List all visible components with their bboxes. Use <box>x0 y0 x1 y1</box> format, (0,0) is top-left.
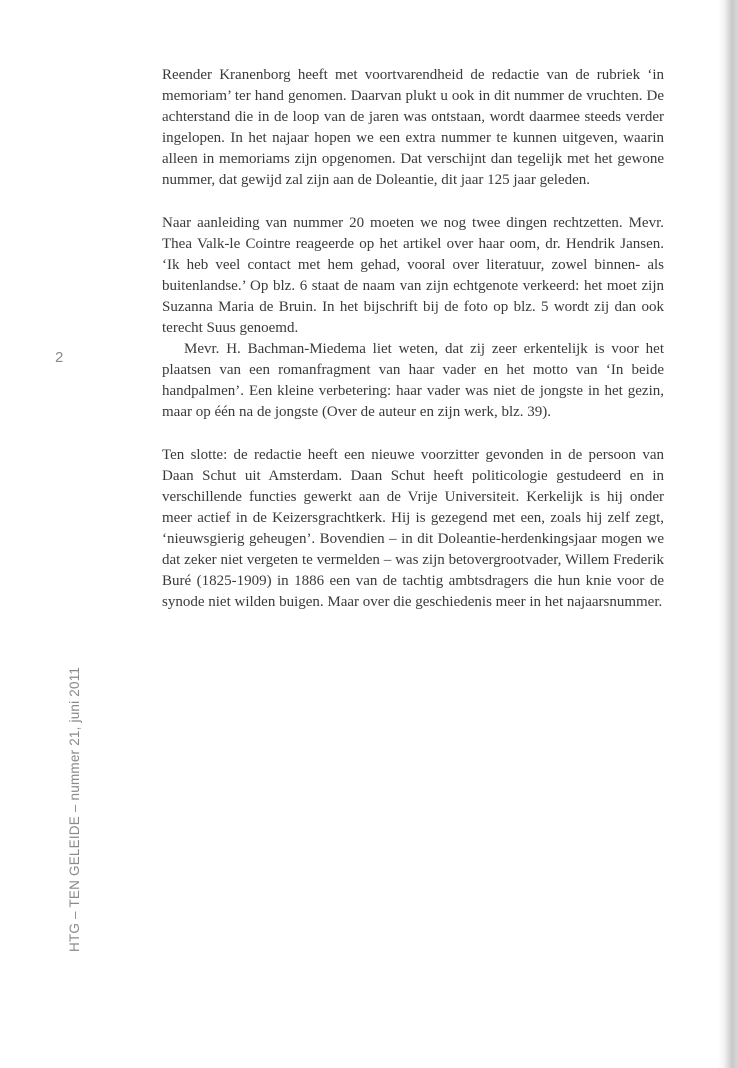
paragraph-rubriek-in-memoriam: Reender Kranenborg heeft met voortvarendheid de redactie van de rubriek ‘in memoriam’ ter hand genomen. Daarvan plukt u ook in dit nummer de vruchten. De achterstand die in de loop van de jaren was ontstaan, wordt daarmee steeds verder ingelopen. In het najaar hopen we een extra nummer te kunnen uitgeven, waarin alleen in memoriams zijn opgenomen. Dat verschijnt dan tegelijk met het gewone nummer, dat gewijd zal zijn aan de Doleantie, dit jaar 125 jaar geleden. <box>162 67 664 189</box>
editorial-text <box>162 65 664 613</box>
paragraph-bachman-miedema: Mevr. H. Bachman-Miedema liet weten, dat zij zeer erkentelijk is voor het plaatsen van een romanfragment van haar vader en het motto van ‘In beide handpalmen’. Een kleine verbetering: haar vader was niet de jongste in het gezin, maar op één na de jongste (Over de auteur en zijn werk, blz. 39). <box>162 341 664 421</box>
paragraph-correcties-nummer-20: Naar aanleiding van nummer 20 moeten we nog twee dingen rechtzetten. Mevr. Thea Valk-le Cointre reageerde op het artikel over haar oom, dr. Hendrik Jansen. ‘Ik heb veel contact met hem gehad, vooral over literatuur, zowel binnen- als buitenlandse.’ Op blz. 6 staat de naam van zijn echtgenote verkeerd: het moet zijn Suzanna Maria de Bruin. In het bijschrift bij de foto op blz. 5 wordt zij dan ook terecht Suus genoemd. <box>162 214 664 337</box>
running-footer: HTG – TEN GELEIDE – nummer 21, juni 2011 <box>67 666 82 952</box>
page-binding-edge <box>718 0 738 1068</box>
paragraph-nieuwe-voorzitter: Ten slotte: de redactie heeft een nieuwe voorzitter gevonden in de persoon van Daan Schut uit Amsterdam. Daan Schut heeft politicologie gestudeerd en in verschillende functies gewerkt aan de Vrije Universiteit. Kerkelijk is hij onder meer actief in de Keizersgrachtkerk. Hij is gezegend met een, zoals hij zelf zegt, ‘nieuwsgierig geheugen’. Bovendien – in dit Doleantie-herdenkingsjaar mogen we dat zeker niet vergeten te vermelden – was zijn betovergrootvader, Willem Frederik Buré (1825-1909) in 1886 een van de tachtig ambtsdragers die hun knie voor de synode niet wilden buigen. Maar over die geschiedenis meer in het najaarsnummer. <box>162 446 664 611</box>
page-number: 2 <box>55 349 64 366</box>
